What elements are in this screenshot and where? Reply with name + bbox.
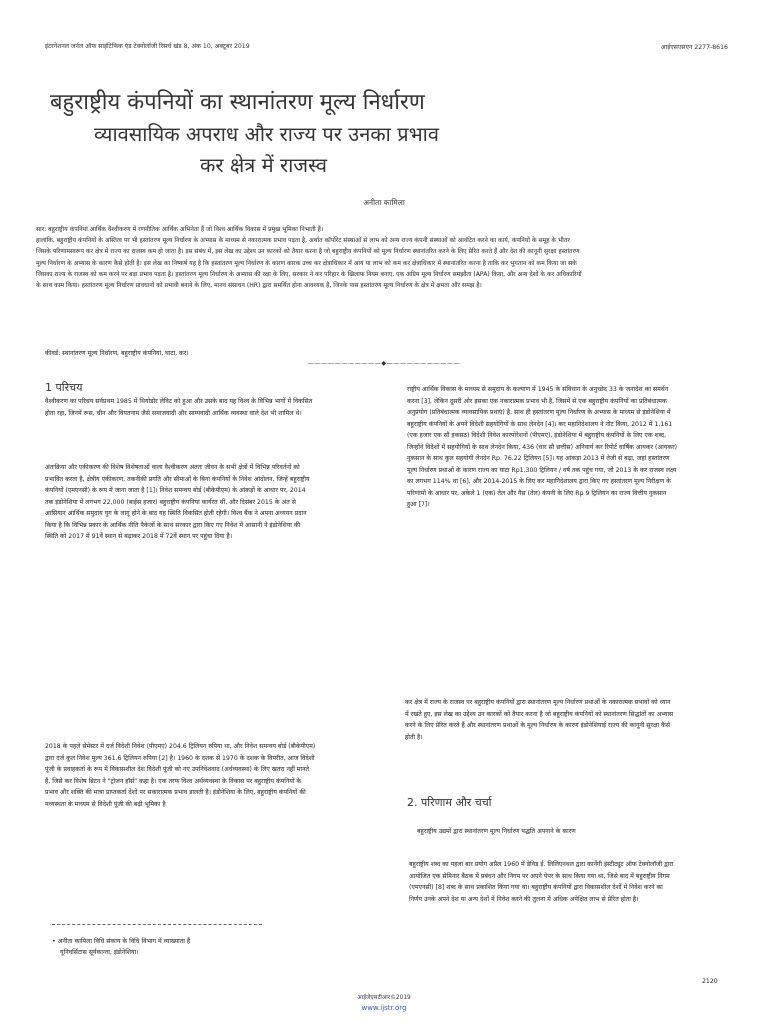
text-line: पूंजी के प्रवाहकर्ता के रूप में विकासशील देश विदेशी पूंजी को नए उपनिवेशवाद (अर्धव्यवस्था) के लिए खतरा नहीं मानते: [45, 766, 310, 773]
text-line: किया है कि विभिन्न प्रकार के आर्थिक नीति पैकेजों के साथ सरकार द्वारा किए गए निवेश में आसानी ने इंडोनेशिया की: [45, 521, 301, 529]
text-line: में रखते हुए, इस लेख का उद्देश्य उन कारकों को तैयार करना है जो बहुराष्ट्रीय कंपनियों को स्थानांतरण सिद्धांतों का अभ्यास: [405, 710, 674, 718]
text-line: कंपनियों (एमएनसी) के रूप में जाना जाता है [1]। निवेश समन्वय बोर्ड (बीकेपीएम) के आंकड़ों के आधार पर, 2014: [45, 487, 306, 494]
journal-header: इंटरनेशनल जर्नल ऑफ साइंटिफिक एंड टेक्नोलॉजी रिसर्च खंड 8, अंक 10, अक्टूबर 2019: [45, 43, 250, 50]
text-line: मध्यस्थता के माध्यम से विदेशी पूंजी की बढ़ी भूमिका है: [45, 800, 166, 808]
text-line: नुकसान के साथ कुल सहयोगी लेनदेन Rp. 76.22 ट्रिलियन [5]। यह आंकड़ा 2013 में तेजी से बढ़ा, जहां हस्तांतरण: [407, 455, 670, 462]
text-line: अनुप्रयोग (प्रतिबंधात्मक व्यावसायिक प्रथाएं) है, साथ ही हस्तांतरण मूल्य निर्धारण के अभ्यास के माध्यम से इंडोनेशिया में: [407, 409, 671, 416]
text-line: तक इंडोनेशिया में लगभग 22,000 (बाईस हजार) बहुराष्ट्रीय कंपनियां कार्यरत थीं, और दिसंबर 2015 के अंत से: [45, 498, 296, 506]
text-line: स्थिति को 2017 में 91वें स्थान से बढ़ाकर 2018 में 72वें स्थान पर पहुंचा दिया है।: [45, 533, 233, 540]
text-line: का लगभग 114% था [6], और 2014-2015 के लिए कर महानिदेशालय द्वारा किए गए हस्तांतरण मूल्य निरीक्षण के: [407, 478, 671, 485]
footer-copyright: आईजेएसटीआर©2019: [357, 995, 411, 1001]
text-line: राष्ट्रीय आर्थिक विकास के माध्यम से समुदाय के कल्याण में 1945 के संविधान के अनुच्छेद 33 के जनादेश का समर्थन: [407, 386, 669, 393]
text-line: जिन्होंने विदेशों में सहयोगियों के साथ लेनदेन किया, 436 (चार सौ छत्तीस) अनिवार्य कर रिपोर्ट वार्षिक आयकर (आयकर): [407, 443, 678, 451]
text-line: कर क्षेत्र में राज्य के राजस्व पर बहुराष्ट्रीय कंपनियों द्वारा स्थानांतरण मूल्य निर्धारण प्रथाओं के नकारात्मक प्रभावों को ध्यान: [405, 699, 671, 706]
footnote: [52, 937, 312, 958]
text-line: वैश्वीकरण का परिचय सर्वप्रथम 1985 में थियोडोर लेविट को हुआ और उसके बाद यह विश्व के विभिन्न भागों में विकसित: [45, 398, 313, 405]
text-line: 2018 के पहले सेमेस्टर में दर्ज विदेशी निवेश (पीएमए) 204.6 ट्रिलियन रुपिया था, और निवेश समन्वय बोर्ड (बीकेपीएम): [45, 743, 316, 750]
abstract-line: हालांकि, बहुराष्ट्रीय कंपनियों के अस्तित्व पर भी हस्तांतरण मूल्य निर्धारण के अभ्यास के माध्यम से नकारात्मक प्रभाव पड़ता है, अर्थात कॉर्पोरेट संस्थाओं से लाभ को अन्य राज्य कंपनी संस्थाओं को आवंटित करने का कार्य, कंपनियों के समूह के भीतर: [36, 237, 570, 245]
right-column-para-2: [405, 697, 735, 743]
issn-label: आईएसएसएन 2277-8616: [660, 44, 728, 51]
text-line: हुआ [7]।: [407, 501, 430, 508]
abstract: [36, 224, 736, 291]
section-1-para-3: [45, 741, 385, 810]
text-line: अंतःक्रिया और एकीकरण की विशेष विशेषताओं वाला वैश्वीकरण अंततः जीवन के सभी क्षेत्रों में विभिन्न परिवर्तनों को: [45, 464, 300, 471]
text-line: हैं, जिसे कर विशेष ब्रिटन ने "ट्रोजन हॉर्स" कहा है। एक तरफ विश्व अर्थव्यवस्था के विकास पर बहुराष्ट्रीय कंपनियों के: [45, 777, 302, 785]
section-2-heading: 2. परिणाम और चर्चा: [407, 796, 492, 809]
abstract-line: मूल्य निर्धारण के अभ्यास के कारण कैसे होती है। इस लेख का निष्कर्ष यह है कि हस्तांतरण मूल्य निर्धारण के कारण कारक उच्च कर क्षेत्राधिकार में आय या लाभ को कम कर क्षेत्राधिकार में स्थानांतरित करना है ताकि कर भुगतान को कम किया जा सके: [36, 259, 577, 267]
footnote-line-1: • अनीता कामिला विधि संकाय के विधि विभाग में व्याख्याता हैं: [52, 938, 191, 945]
text-line: बहुराष्ट्रीय कंपनियों के अपने विदेशी सहयोगियों के साथ लेनदेन [4]। कर महानिदेशालय ने नोट किया, 2012 में 1,161: [407, 420, 673, 428]
text-line: आसियान आर्थिक समुदाय युग के लागू होने के बाद यह स्थिति विकसित होती रहेगी। विश्व बैंक ने अपना अध्ययन प्रदान: [45, 510, 307, 517]
right-column-para-1: [407, 384, 732, 511]
section-1-para-2: [45, 462, 385, 543]
text-line: (एक हजार एक सौ इकसठ) विदेशी निवेश कारपोरेशनों (पीएमए), इंडोनेशिया में बहुराष्ट्रीय कंपनियों के लिए एक शब्द,: [407, 432, 667, 439]
footer-url-link[interactable]: www.ijstr.org: [361, 1004, 407, 1012]
section-2-para: [409, 859, 737, 905]
separator: ———————————◆———————————: [307, 360, 461, 367]
text-line: मूल्य निर्धारण प्रथाओं के कारण राज्य का घाटा Rp1,300 ट्रिलियन / वर्ष तक पहुंच गया, जो 2013 के कर राजस्व लक्ष्य: [407, 466, 677, 474]
author-name: अनीता कामिला: [363, 198, 405, 207]
text-line: आयोजित एक सेमिनार बैठक में प्रबंधन और निगम पर अपने पेपर के साथ किया गया था, जिसे बाद में बहुराष्ट्रीय निगम: [409, 872, 670, 880]
text-line: होता रहा, जिनमें रूस, चीन और वियतनाम जैसे समाजवादी और साम्यवादी आर्थिक व्यवस्था वाले देश भी शामिल थे।: [45, 409, 302, 417]
text-line: करने के लिए प्रेरित करते हैं और स्थानांतरण प्रथाओं के मूल्य निर्धारण के कारण इंडोनेशियाई राज्य की कानूनी सुरक्षा कैसे: [405, 722, 670, 729]
abstract-line: के साथ काम किया। हस्तांतरण मूल्य निर्धारण प्रावधानों को प्रभावी बनाने के लिए, मानव संसाधन (HR) द्वारा समर्थित होना आवश्यक है, जिनके पास हस्तांतरण मूल्य निर्धारण के क्षेत्र में क्षमता और समझ है।: [36, 282, 482, 290]
text-line: परिणामों के आधार पर, अकेले 1 (एक) तेल और गैस (तेल) कंपनी के लिए Rp 9 ट्रिलियन का राज्य वित्तीय नुकसान: [407, 489, 667, 497]
text-line: बहुराष्ट्रीय शब्द का पहला बार प्रयोग अप्रैल 1960 में डेविड ई. लिलिएनथल द्वारा कार्नेगी इंस्टीट्यूट ऑफ टेक्नोलॉजी द्वारा: [409, 861, 674, 868]
keywords: कीवर्ड: स्थानांतरण मूल्य निर्धारण, बहुराष्ट्रीय कंपनियां, घाटा, कर।: [45, 350, 189, 357]
text-line: होती है।: [405, 733, 423, 741]
text-line: निर्णय उनके अपने देश या अन्य देशों में निवेश करने की तुलना में अधिक अपेक्षित लाभ से प्रेरित होता है।: [409, 895, 639, 903]
text-line: द्वारा दर्ज कुल निवेश मूल्य 361.6 ट्रिलियन रुपिया [2] है। 1960 के दशक से 1970 के दशक के विपरीत, आज विदेशी: [45, 754, 315, 762]
abstract-line: जिसके परिणामस्वरूप कर क्षेत्र में राज्य का राजस्व कम हो जाता है। इस संबंध में, इस लेख का उद्देश्य उन कारकों को तैयार करना है जो बहुराष्ट्रीय कंपनियों को मूल्य निर्धारण स्थानांतरित करने के लिए प्रेरित करते हैं और देश की कानूनी सुरक्षा हस्तांतरण: [36, 248, 580, 256]
section-1-para-1: [45, 396, 385, 419]
section-1-heading: 1 परिचय: [45, 381, 83, 394]
text-line: करना [3], लेकिन दूसरी ओर इसका एक नकारात्मक प्रभाव भी है, जिसमें से एक बहुराष्ट्रीय कंपनियों का प्रतिबंधात्मक: [407, 397, 667, 405]
title-line-2: व्यावसायिक अपराध और राज्य पर उनका प्रभाव: [94, 122, 439, 146]
title-line-1: बहुराष्ट्रीय कंपनियों का स्थानांतरण मूल्य निर्धारण: [50, 90, 425, 115]
section-2-subheading: बहुराष्ट्रीय उद्यमों द्वारा स्थानांतरण मूल्य निर्धारण पद्धति अपनाने के कारण: [417, 828, 576, 835]
footnote-divider: [52, 924, 262, 925]
page-number: 2120: [702, 978, 718, 985]
abstract-line: सार: बहुराष्ट्रीय कंपनियां आर्थिक वैश्वीकरण में रणनीतिक आर्थिक अभिनेता हैं जो विश्व आर्थिक विकास में प्रमुख भूमिका निभाती हैं।: [36, 226, 324, 233]
text-line: प्रभावित करता है, क्षेत्रीय एकीकरण, तकनीकी प्रगति और सीमाओं के बिना कंपनियों के निवेश आंदोलन, जिन्हें बहुराष्ट्रीय: [45, 475, 310, 483]
title-line-3: कर क्षेत्र में राजस्व: [200, 153, 328, 177]
footnote-line-2: यूनिवर्सिटास सूर्यकान्ता, इंडोनेशिया।: [60, 948, 139, 956]
text-line: (एमएनसी) [8] शब्द के साथ प्रकाशित किया गया था। बहुराष्ट्रीय कंपनियों द्वारा विकासशील देशों में निवेश करने का: [409, 884, 663, 891]
text-line: प्रभाव और शक्ति की मात्रा प्राप्तकर्ता देशों पर सकारात्मक प्रभाव डालती है। इंडोनेशिया के लिए, बहुराष्ट्रीय कंपनियों की: [45, 789, 306, 796]
abstract-line: जिसका राज्य के राजस्व को कम करने पर बड़ा प्रभाव पड़ता है। हस्तांतरण मूल्य निर्धारण के अभ्यास की रक्षा के लिए, सरकार ने कर परिहार के खिलाफ नियम बनाए, एक अग्रिम मूल्य निर्धारण समझौता (APA) किया, और अन्य देशों के कर अधिकारियों: [36, 270, 582, 278]
